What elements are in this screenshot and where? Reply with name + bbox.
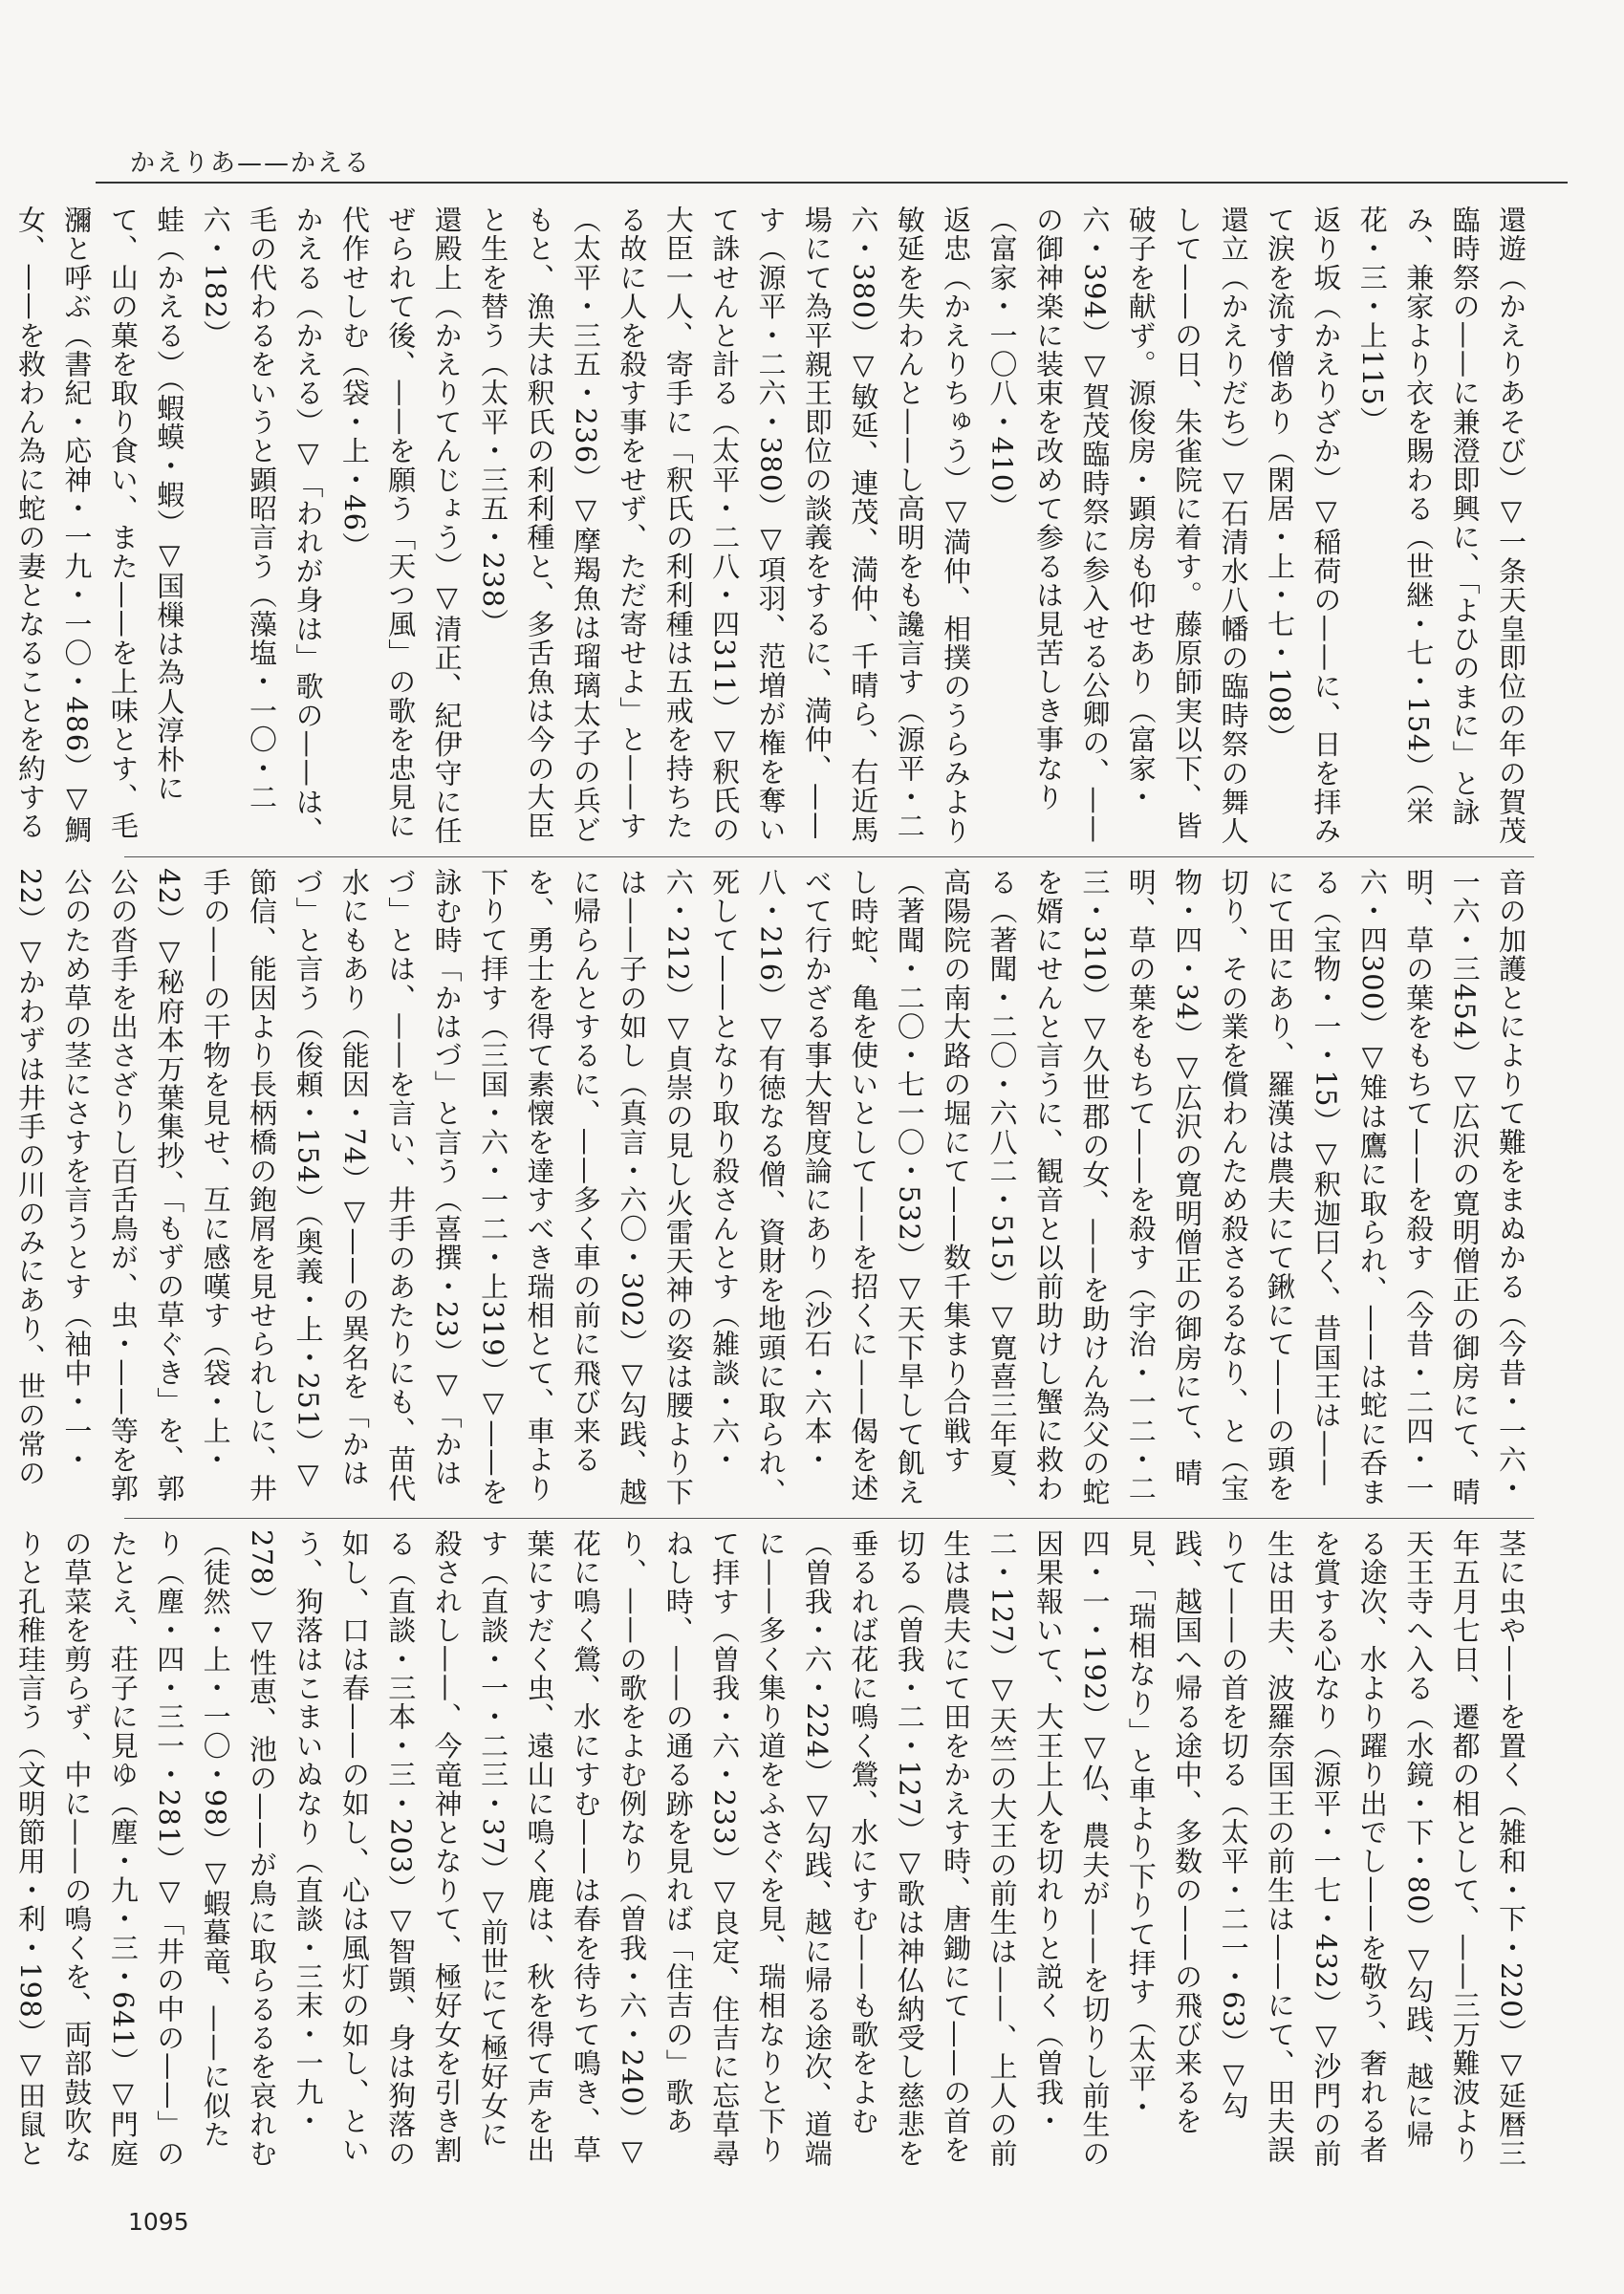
entry-paragraph: 還立（かえりだち）▽石清水八幡の臨時祭の舞人して——の日、朱雀院に着す。藤原師実以下、皆破子を献ず。源俊房・顕房も仰せあり（富家・六・394）▽賀茂臨時祭に参入せる公卿の、——の御神楽に装束を改めて参るは見苦しき事なり（富家・一〇八・410） [985, 206, 1250, 846]
page-number: 1095 [128, 2208, 189, 2236]
entry-paragraph: 返忠（かえりちゅう）▽満仲、相撲のうらみより敏延を失わんと——し高明をも讒言す（源平・二六・380）▽敏延、連茂、満仲、千晴ら、右近馬場にて為平親王即位の談義をするに、満仲、——す（源平・二六・380）▽項羽、范増が権を奪いて誅せんと計る（太平・二八・四311）▽釈氏の大臣一人、寄手に「釈氏の利利種は五戒を持ちたる故に人を殺す事をせず、ただ寄せよ」と——す（太平・三五・236）▽摩羯魚は瑠璃太子の兵どもと、漁夫は釈氏の利利種と、多舌魚は今の大臣と生を替う（太平・三五・238） [477, 206, 973, 846]
entry-paragraph: 茎に虫や——を置く（雑和・下・220）▽延暦三年五月七日、遷都の相として、——三万難波より天王寺へ入る（水鏡・下・80）▽勾践、越に帰る途次、水より躍り出でし——を敬う、奢れる者を賞する心なり（源平・一七・432）▽沙門の前生は田夫、波羅奈国王の前生は——にて、田夫誤りて——の首を切る（太平・二一・63）▽勾践、越国へ帰る途中、多数の——の飛び来るを見、「瑞相なり」と車より下りて拝す（太平・四・一・192）▽仏、農夫が——を切りし前生の因果報いて、大王上人を切れりと説く（曽我・二・127）▽天竺の大王の前生は——、上人の前生は農夫にて田をかえす時、唐鋤にて——の首を切る（曽我・二・127）▽歌は神仏納受し慈悲を垂るれば花に鳴く鶯、水にすむ——も歌をよむ（曽我・六・224）▽勾践、越に帰る途次、道端に——多く集り道をふさぐを見、瑞相なりと下りて拝す（曽我・六・233）▽良定、住吉に忘草尋ねし時、——の通る跡を見れば「住吉の」歌あり、——の歌をよむ例なり（曽我・六・240）▽花に鳴く鶯、水にすむ——は春を待ちて鳴き、草葉にすだく虫、遠山に鳴く鹿は、秋を得て声を出す（直談・一・二三・37）▽前世にて極好女に殺されし——、今竜神となりて、極好女を引き割る（直談・三本・三・203）▽智顗、身は狗落の如し、口は春——の如し、心は風灯の如し、という、狗落はこまいぬなり（直談・三末・一九・278）▽性恵、池の——が鳥に取らるるを哀れむ（徒然・上・一〇・98）▽蝦蟇竜、——に似たり（塵・四・三一・281）▽「井の中の——」のたとえ、荘子に見ゆ（塵・九・三・641）▽門庭の草菜を剪らず、中に——の鳴くを、両部鼓吹なりと孔稚珪言う（文明節用・利・198）▽田鼠と [14, 1529, 1527, 2168]
header-rule [96, 182, 1568, 184]
band-divider-1 [124, 856, 1534, 857]
entry-paragraph: 蛙（かえる）（蝦蟆・蝦）▽国樔は為人淳朴にて、山の菓を取り食い、また——を上味とす、毛瀰と呼ぶ（書紀・応神・一九・一〇・486）▽鯛女、——を救わん為に蛇の妻となることを約する [14, 206, 186, 844]
entry-paragraph: 還遊（かえりあそび）▽一条天皇即位の年の賀茂臨時祭の——に兼澄即興に、「よひのまに」と詠み、兼家より衣を賜わる（世継・七・154）（栄花・三・上115） [1355, 206, 1527, 846]
entry-paragraph: 還殿上（かえりてんじょう）▽清正、紀伊守に任ぜられて後、——を願う「天つ風」の歌を忠見に代作せしむ（袋・上・46） [337, 206, 464, 846]
band-divider-2 [124, 1518, 1534, 1519]
text-band-bottom [14, 1529, 1534, 2170]
text-band-top [14, 206, 1534, 846]
running-head: かえりあ——かえる [130, 149, 372, 178]
entry-paragraph: 返り坂（かえりざか）▽稲荷の——に、日を拝みて涙を流す僧あり（閑居・上・七・108） [1263, 206, 1343, 846]
entry-paragraph: かえる（かえる）▽「われが身は」歌の——は、毛の代わるをいうと顕昭言う（藻塩・一〇・二六・182） [199, 206, 325, 846]
entry-paragraph: 音の加護とによりて難をまぬかる（今昔・一六・一六・三454）▽広沢の寛明僧正の御房にて、晴明、草の葉をもちて——を殺す（今昔・二四・一六・四300）▽雉は鷹に取られ、——は蛇に呑まる（宝物・一・15）▽釈迦曰く、昔国王は——にて田にあり、羅漢は農夫にて鍬にて——の頭を切り、その業を償わんため殺さるるなり、と（宝物・四・34）▽広沢の寛明僧正の御房にて、晴明、草の葉をもちて——を殺す（宇治・一二・二三・310）▽久世郡の女、——を助けん為父の蛇を婿にせんと言うに、観音と以前助けし蟹に救わる（著聞・二〇・六八二・515）▽寛喜三年夏、高陽院の南大路の堀にて——数千集まり合戦す（著聞・二〇・七一〇・532）▽天下旱して飢えし時蛇、亀を使いとして——を招くに——偈を述べて行かざる事大智度論にあり（沙石・六本・八・216）▽有徳なる僧、資財を地頭に取られ、死して——となり取り殺さんとす（雑談・六・六・212）▽貞崇の見し火雷天神の姿は腰より下は——子の如し（真言・六〇・302）▽勾践、越に帰らんとするに、——多く車の前に飛び来るを、勇士を得て素懐を達すべき瑞相とて、車より下りて拝す（三国・六・一二・上319）▽——を詠む時「かはづ」と言う（喜撰・23）▽「かはづ」とは、——を言い、井手のあたりにも、苗代水にもあり（能因・74）▽——の異名を「かはづ」と言う（俊頼・154）（奥義・上・251）▽節信、能因より長柄橋の鉋屑を見せられしに、井手の——の干物を見せ、互に感嘆す（袋・上・42）▽秘府本万葉集抄、「もずの草ぐき」を、郭公の沓手を出さざりし百舌鳥が、虫・——等を郭公のため草の茎にさすを言うとす（袖中・一・22）▽かわずは井手の川のみにあり、世の常の [14, 868, 1527, 1506]
text-band-middle [14, 868, 1534, 1506]
